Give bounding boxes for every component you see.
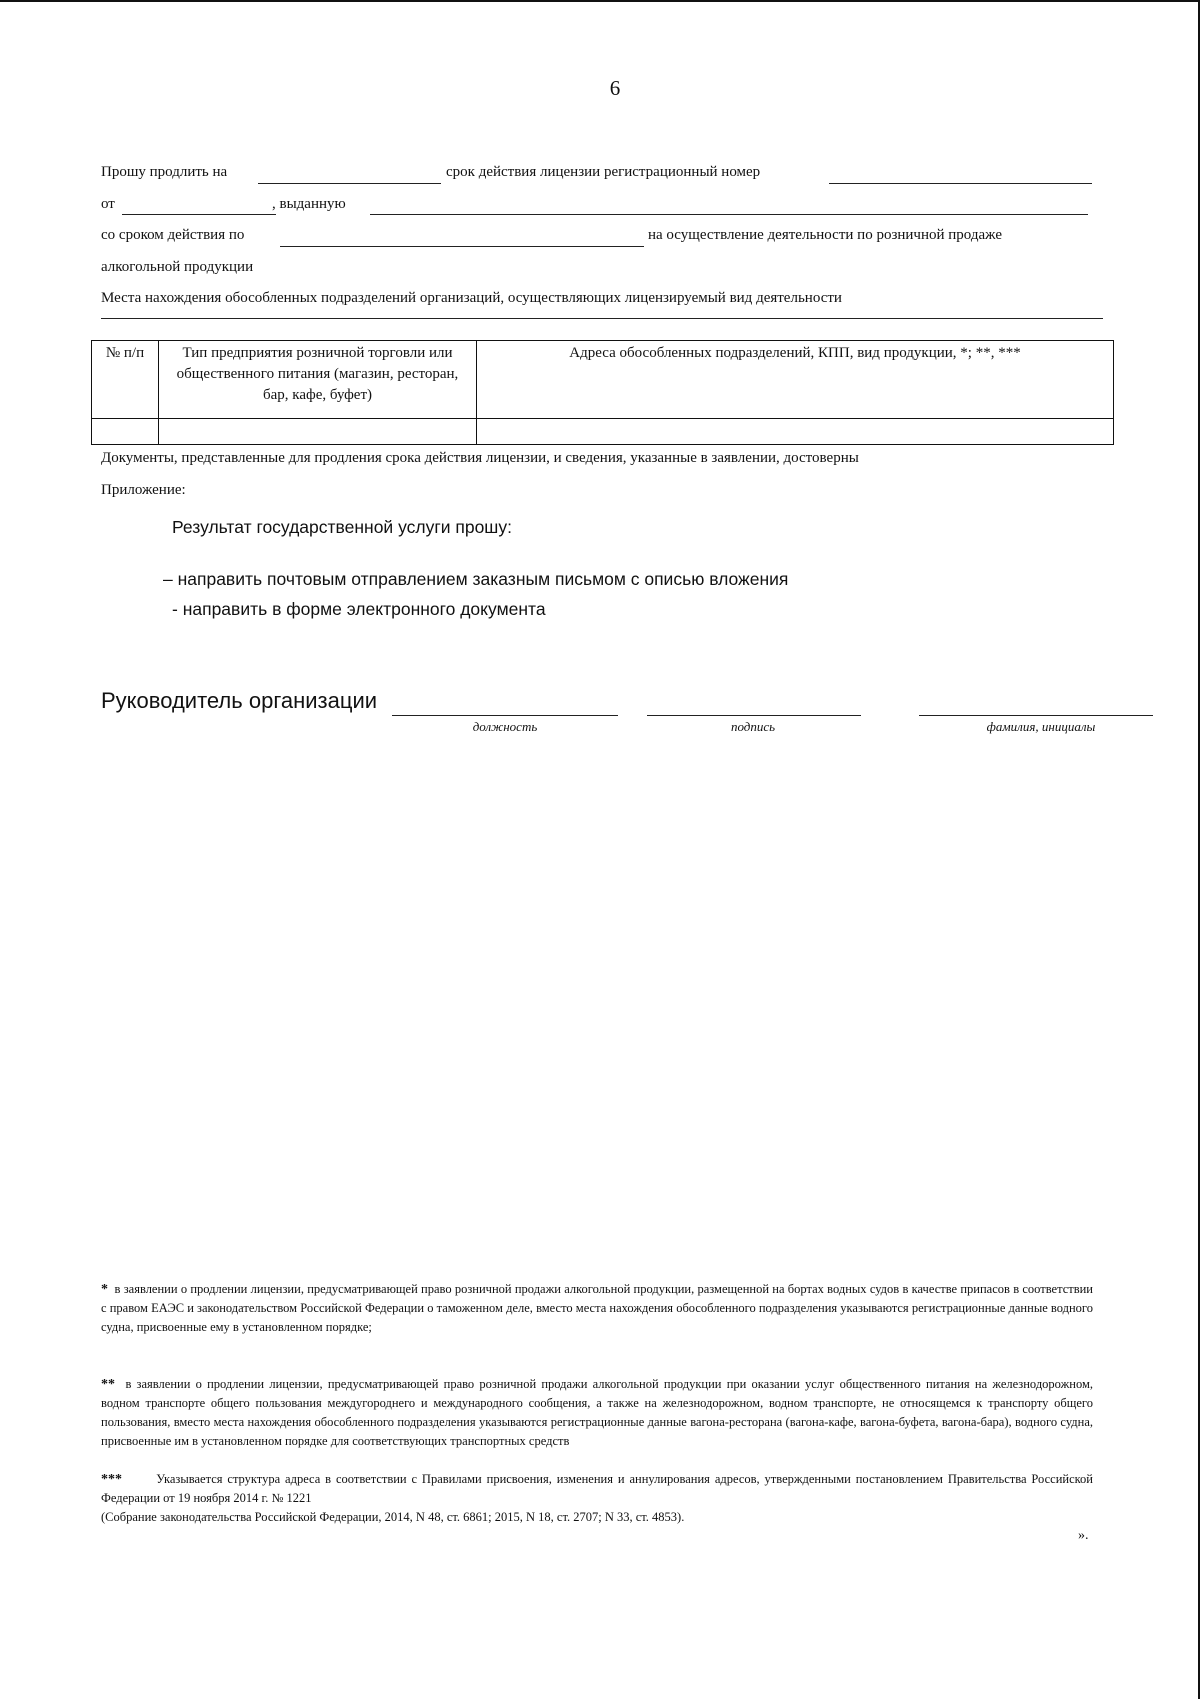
divisions-field[interactable] xyxy=(101,318,1103,319)
position-field[interactable] xyxy=(392,715,618,716)
result-title: Результат государственной услуги прошу: xyxy=(172,517,512,537)
footnote-text: (Собрание законодательства Российской Федерации, 2014, N 48, ст. 6861; 2015, N 18, ст. 2707; N 33, ст. 4853). xyxy=(101,1510,685,1524)
attachment-label: Приложение: xyxy=(101,482,186,498)
footnote-3 xyxy=(101,1470,1093,1508)
footnote-text: в заявлении о продлении лицензии, предусматривающей право розничной продажи алкогольной продукции, размещенной на бортах водных судов в качестве припасов в соответствии с правом ЕАЭС и законодательством Российской Федерации о таможенном деле, вместо места нахождения обособленного подразделения указываются регистрационные данные водного судна, присвоенные ему в установленном порядке; xyxy=(101,1282,1093,1334)
scan-edge-top xyxy=(0,0,1200,2)
table-cell[interactable] xyxy=(159,419,477,445)
table-cell[interactable] xyxy=(92,419,159,445)
footnote-text: в заявлении о продлении лицензии, предусматривающей право розничной продажи алкогольной продукции при оказании услуг общественного питания на железнодорожном, водном транспорте общего пользования междугороднего и международного сообщения, а также на железнодорожном, водном транспорте, не относящемся к транспорту общего пользования, вместо места нахождения обособленного подразделения указываются регистрационные данные вагона-ресторана (вагона-кафе, вагона-буфета, вагона-бара), водного судна, присвоенные им в установленном порядке для соответствующих транспортных средств xyxy=(101,1377,1093,1448)
extension-period-field[interactable] xyxy=(258,183,441,184)
form-line3-prefix: со сроком действия по xyxy=(101,227,245,243)
form-line3-suffix: на осуществление деятельности по розничной продаже xyxy=(648,227,1002,243)
issuer-field[interactable] xyxy=(370,214,1088,215)
validity-date-field[interactable] xyxy=(280,246,644,247)
result-option-electronic[interactable]: - направить в форме электронного документа xyxy=(172,599,546,619)
caption-position: должность xyxy=(472,719,538,734)
signature-field[interactable] xyxy=(647,715,861,716)
table-header-addresses: Адреса обособленных подразделений, КПП, вид продукции, *; **, *** xyxy=(477,341,1114,419)
caption-signature: подпись xyxy=(730,719,776,734)
full-name-field[interactable] xyxy=(919,715,1153,716)
registration-number-field[interactable] xyxy=(829,183,1092,184)
closing-quote: ». xyxy=(1078,1528,1089,1543)
table-header-type: Тип предприятия розничной торговли или общественного питания (магазин, ресторан, бар, кафе, буфет) xyxy=(159,341,477,419)
footnote-1 xyxy=(101,1280,1093,1337)
table-header-row xyxy=(92,341,1114,419)
footnote-2 xyxy=(101,1375,1093,1451)
footnote-mark: ** xyxy=(101,1377,115,1392)
footnote-source xyxy=(101,1508,1093,1527)
form-line1-middle: срок действия лицензии регистрационный номер xyxy=(446,164,761,180)
issue-date-field[interactable] xyxy=(122,214,276,215)
table-header-number: № п/п xyxy=(92,341,159,419)
divisions-table xyxy=(91,340,1114,445)
signer-label: Руководитель организации xyxy=(101,688,378,713)
result-option-mail[interactable]: – направить почтовым отправлением заказным письмом с описью вложения xyxy=(163,569,789,589)
table-cell[interactable] xyxy=(477,419,1114,445)
caption-full-name: фамилия, инициалы xyxy=(986,719,1096,734)
form-line4: алкогольной продукции xyxy=(101,259,254,275)
form-line2-prefix: от xyxy=(101,196,115,212)
page-number: 6 xyxy=(609,76,621,100)
footnote-text: Указывается структура адреса в соответствии с Правилами присвоения, изменения и аннулирования адресов, утвержденными постановлением Правительства Российской Федерации от 19 ноября 2014 г. № 1221 xyxy=(101,1472,1094,1505)
footnote-mark: *** xyxy=(101,1472,122,1487)
form-line5: Места нахождения обособленных подразделений организаций, осуществляющих лицензируемый вид деятельности xyxy=(101,290,842,306)
table-row xyxy=(92,419,1114,445)
form-line1-prefix: Прошу продлить на xyxy=(101,164,228,180)
footnote-mark: * xyxy=(101,1282,108,1297)
accuracy-statement: Документы, представленные для продления срока действия лицензии, и сведения, указанные в заявлении, достоверны xyxy=(101,450,859,466)
form-line2-middle: , выданную xyxy=(272,196,346,212)
